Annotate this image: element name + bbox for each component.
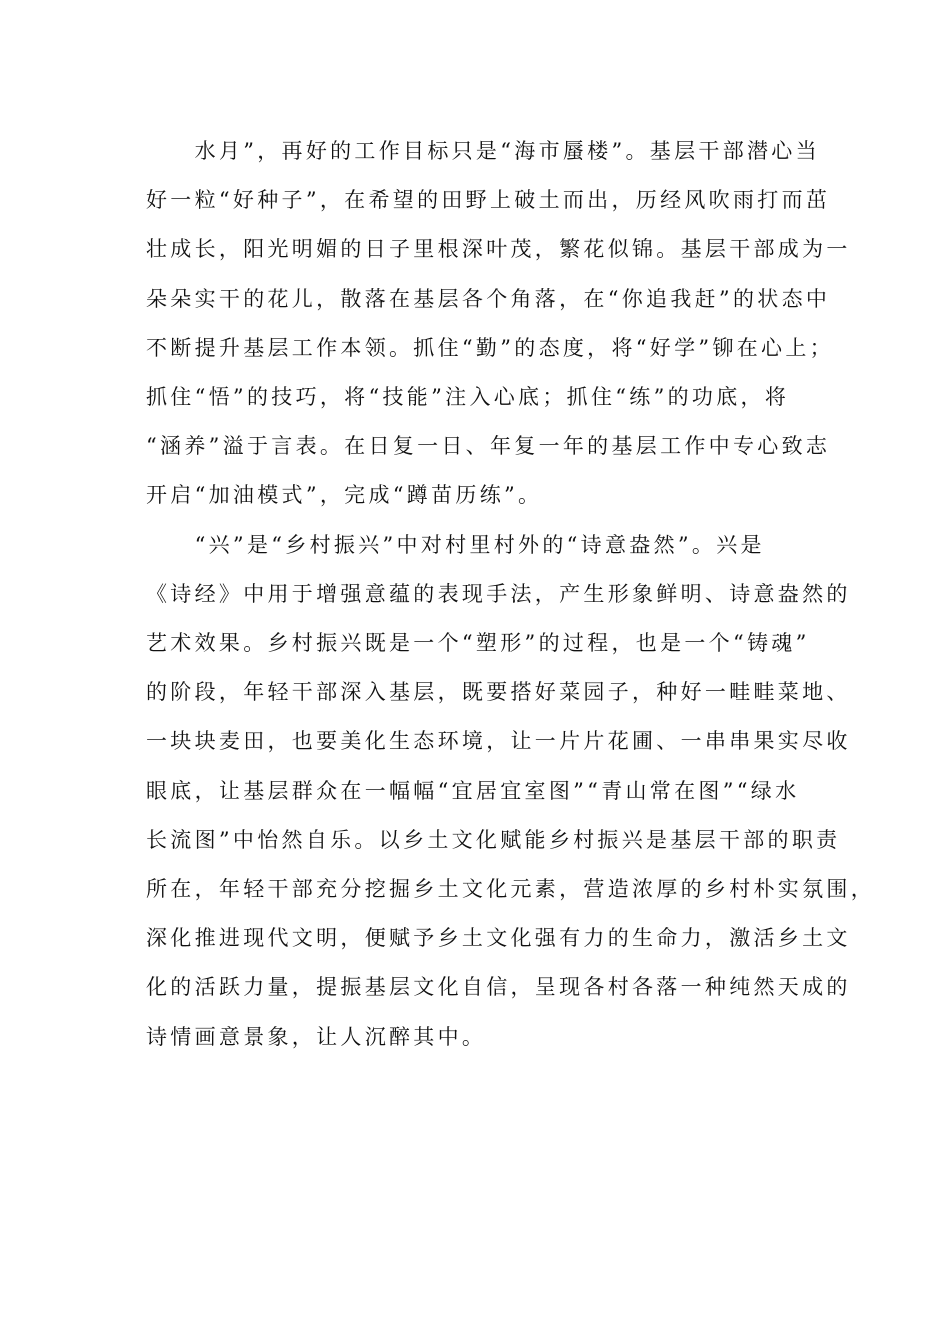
text-line: 所在，年轻干部充分挖掘乡土文化元素，营造浓厚的乡村朴实氛围， <box>146 877 875 901</box>
text-line: 的阶段，年轻干部深入基层，既要搭好菜园子，种好一畦畦菜地、 <box>146 680 851 705</box>
text-line: 艺术效果。乡村振兴既是一个“塑形”的过程，也是一个“铸魂” <box>146 631 810 655</box>
text-line: 长流图”中怡然自乐。以乡土文化赋能乡村振兴是基层干部的职责 <box>146 827 841 852</box>
text-line: 开启“加油模式”，完成“蹲苗历练”。 <box>146 483 543 508</box>
text-line: 壮成长，阳光明媚的日子里根深叶茂，繁花似锦。基层干部成为一 <box>146 237 851 262</box>
text-line: 诗情画意景象，让人沉醉其中。 <box>146 1024 487 1049</box>
text-line: 抓住“悟”的技巧，将“技能”注入心底；抓住“练”的功底，将 <box>146 385 790 409</box>
text-line: 化的活跃力量，提振基层文化自信，呈现各村各落一种纯然天成的 <box>146 975 851 1000</box>
text-line: “兴”是“乡村振兴”中对村里村外的“诗意盎然”。兴是 <box>146 532 765 557</box>
text-line: “涵养”溢于言表。在日复一日、年复一年的基层工作中专心致志 <box>146 434 831 459</box>
text-line: 不断提升基层工作本领。抓住“勤”的态度，将“好学”铆在心上； <box>146 335 834 360</box>
text-line: 朵朵实干的花儿，散落在基层各个角落，在“你追我赶”的状态中 <box>146 286 831 311</box>
text-line: 水月”，再好的工作目标只是“海市蜃楼”。基层干部潜心当 <box>146 139 820 163</box>
text-line: 好一粒“好种子”，在希望的田野上破土而出，历经风吹雨打而茁 <box>146 188 831 213</box>
text-line: 《诗经》中用于增强意蕴的表现手法，产生形象鲜明、诗意盎然的 <box>146 581 851 606</box>
text-line: 深化推进现代文明，便赋予乡土文化强有力的生命力，激活乡土文 <box>146 926 851 951</box>
text-line: 一块块麦田，也要美化生态环境，让一片片花圃、一串串果实尽收 <box>146 729 851 754</box>
text-line: 眼底，让基层群众在一幅幅“宜居宜室图”“青山常在图”“绿水 <box>146 778 800 803</box>
